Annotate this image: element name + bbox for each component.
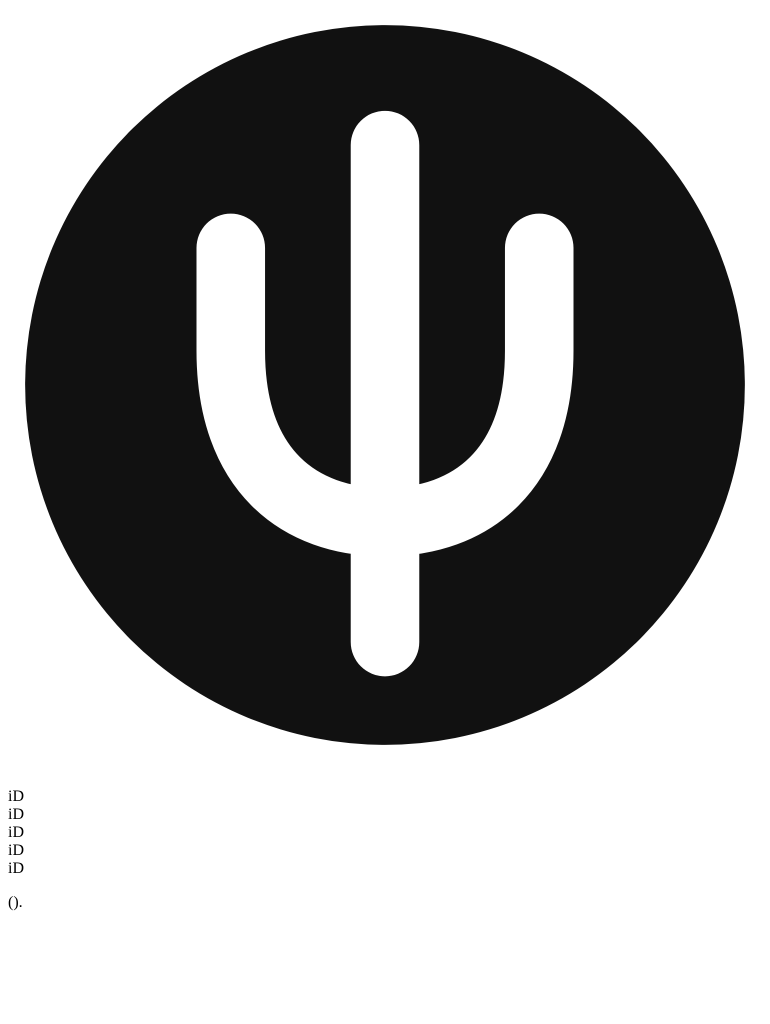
orcid-list bbox=[8, 788, 762, 878]
orcid-icon: iD bbox=[8, 842, 24, 860]
orcid-icon: iD bbox=[8, 806, 24, 824]
orcid-entry bbox=[8, 824, 762, 842]
author-note-left-column bbox=[8, 788, 762, 912]
orcid-icon: iD bbox=[8, 788, 24, 806]
apa-logo bbox=[8, 8, 762, 767]
orcid-entry bbox=[8, 860, 762, 878]
data-availability-note: (). bbox=[8, 894, 23, 912]
psi-icon bbox=[8, 8, 762, 762]
orcid-icon: iD bbox=[8, 860, 24, 878]
journal-article-page bbox=[8, 8, 762, 912]
orcid-icon: iD bbox=[8, 824, 24, 842]
orcid-entry bbox=[8, 806, 762, 824]
orcid-entry bbox=[8, 788, 762, 806]
orcid-entry bbox=[8, 842, 762, 860]
apa-logo-icon bbox=[8, 749, 762, 766]
